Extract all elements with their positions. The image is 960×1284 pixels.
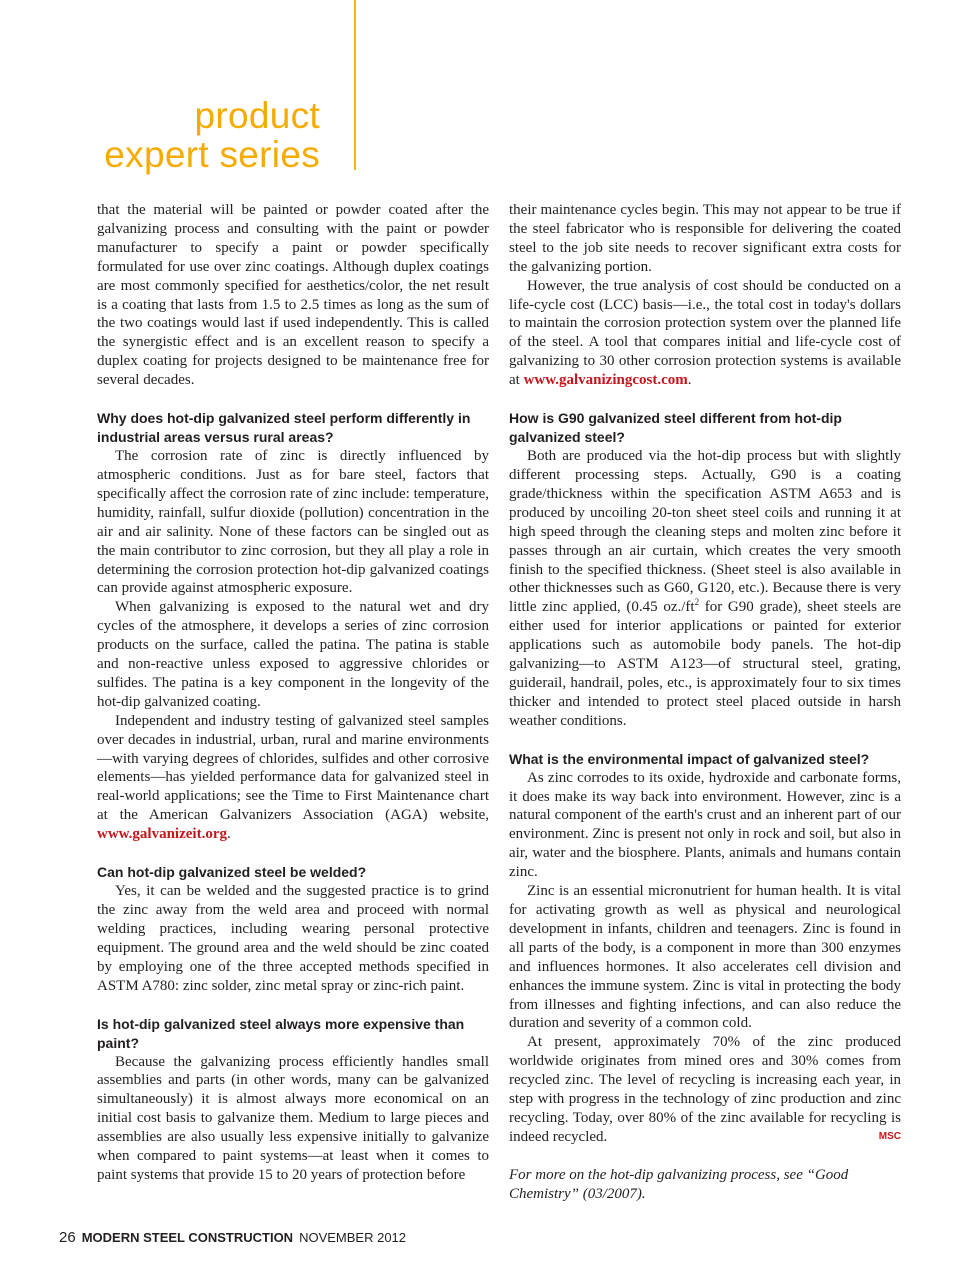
series-title-line1: product bbox=[194, 95, 320, 136]
galvanizeit-link[interactable]: www.galvanizeit.org bbox=[97, 826, 227, 843]
answer-paragraph: Because the galvanizing process efficiently handles small assemblies and parts (in other words, many can be galvanized simultaneously) it is almost always more economical on an initial cost basis to galvanize them. Medium to large pieces and assemblies are also usually less expensive initially to galvanize when compared to paint systems—at least when it comes to paint systems that provide 15 to 20 years of protection before bbox=[97, 1053, 489, 1183]
answer-text: At present, approximately 70% of the zinc produced worldwide originates from mined ores and 30% comes from recycled zinc. The level of recycling is increasing each year, in step with progress in the technology of zinc production and zinc recycling. Today, over 80% of the zinc available for recycling is indeed recycled. bbox=[509, 1034, 901, 1145]
question-heading-welding: Can hot-dip galvanized steel be welded? bbox=[97, 864, 367, 881]
answer-text: for G90 grade), sheet steels are either used for interior applications or painted for exterior applications such as automobile body panels. The hot-dip galvanizing—to ASTM A123—of structural steel, grating, guiderail, handrail, poles, etc., is approximately four to six times thicker and intended to protect steel placed outside in harsh weather conditions. bbox=[509, 599, 901, 729]
answer-text: However, the true analysis of cost should be conducted on a life-cycle cost (LCC) basis—i.e., the total cost in today's dollars to maintain the corrosion protection system over the planned life of the steel. A tool that compares initial and life-cycle cost of galvanizing to 30 other corrosion protection systems is available at bbox=[509, 277, 901, 389]
series-title bbox=[104, 96, 320, 174]
answer-paragraph bbox=[509, 1033, 901, 1146]
msc-end-mark: MSC bbox=[878, 1130, 901, 1142]
page-footer bbox=[59, 1229, 406, 1246]
question-heading-industrial-rural: Why does hot-dip galvanized steel perform differently in industrial areas versus rural areas? bbox=[97, 410, 471, 446]
answer-paragraph: Zinc is an essential micronutrient for human health. It is vital for activating growth as well as physical and neurological development in infants, children and teenagers. Zinc is found in all parts of the body, is a component in more than 300 enzymes and influences hormones. It also accelerates cell division and enhances the immune system. Zinc is vital in protecting the body from illnesses and fighting infections, and can also reduce the duration and severity of a common cold. bbox=[509, 883, 901, 1032]
header-accent-rule bbox=[354, 0, 356, 170]
series-title-line2: expert series bbox=[104, 134, 320, 175]
question-heading-cost: Is hot-dip galvanized steel always more expensive than paint? bbox=[97, 1015, 465, 1051]
answer-paragraph: The corrosion rate of zinc is directly influenced by atmospheric conditions. Just as for bare steel, factors that specifically affect the corrosion rate of zinc include: temperature, humidity, rainfall, sulfur dioxide (pollution) concentration in the air and air salinity. None of these factors can be singled out as the main contributor to zinc corrosion, but they all play a role in determining the corrosion protection hot-dip galvanized coatings can provide against atmospheric exposure. bbox=[97, 448, 489, 597]
answer-paragraph: When galvanizing is exposed to the natural wet and dry cycles of the atmosphere, it develops a series of zinc corrosion products on the surface, called the patina. The patina is stable and non-reactive unless exposed to aggressive chlorides or sulfides. The patina is a key component in the longevity of the hot-dip galvanized coating. bbox=[97, 599, 489, 710]
issue-date: NOVEMBER 2012 bbox=[299, 1230, 407, 1245]
left-continued-paragraph: that the material will be painted or powder coated after the galvanizing process and consulting with the paint or powder manufacturer to specify a paint or powder specifically formulated for use over zinc coatings. Although duplex coatings are most commonly specified for aesthetics/color, the net result is a coating that lasts from 1.5 to 2.5 times as long as the sum of the two coatings would last if used independently. This is called the synergistic effect and is an excellent reason to specify a duplex coating for projects designed to be maintenance free for several decades. bbox=[97, 202, 489, 389]
answer-paragraph: However, the true analysis of cost should be conducted on a life-cycle cost (LCC) basis—i.e., the total cost in today's dollars to maintain the corrosion protection system over the planned life of the steel. A tool that compares initial and life-cycle cost of galvanizing to 30 other corrosion protection systems is available at www.galvanizingcost.com. bbox=[509, 277, 901, 389]
magazine-name: MODERN STEEL CONSTRUCTION bbox=[81, 1230, 294, 1245]
left-column bbox=[97, 201, 489, 1185]
superscript: 2 bbox=[694, 597, 700, 608]
answer-text: Independent and industry testing of galvanized steel samples over decades in industrial, urban, rural and marine environments—with varying degrees of chlorides, sulfides and other corrosive elements—has yielded performance data for galvanized steel in real-world applications; see the Time to First Maintenance chart at the American Galvanizers Association (AGA) website, bbox=[97, 712, 489, 824]
question-heading-g90: How is G90 galvanized steel different from hot-dip galvanized steel? bbox=[509, 410, 842, 446]
right-continued-paragraph: their maintenance cycles begin. This may not appear to be true if the steel fabricator who is responsible for delivering the coated steel to the job site needs to recover significant extra costs for the galvanizing portion. bbox=[509, 202, 901, 275]
page-number: 26 bbox=[59, 1229, 76, 1246]
answer-text: Both are produced via the hot-dip process but with slightly different processing steps. Actually, G90 is a coating grade/thickness within the specification ASTM A653 and is produced by uncoiling 20-ton sheet steel coils and running it at high speed through the cleaning steps and molten zinc before it passes through an air curtain, which creates the very smooth finish to the specified thickness. (Sheet steel is also available in other thicknesses such as G60, G120, etc.). Because there is very little zinc applied, (0.45 oz./ft bbox=[509, 448, 901, 616]
right-column bbox=[509, 201, 901, 1204]
answer-paragraph: Yes, it can be welded and the suggested practice is to grind the zinc away from the weld area and proceed with normal welding practices, including wearing personal protective equipment. The ground area and the weld should be zinc coated by employing one of the three accepted methods specified in ASTM A780: zinc solder, zinc metal spray or zinc-rich paint. bbox=[97, 883, 489, 994]
answer-paragraph: Independent and industry testing of galvanized steel samples over decades in industrial, urban, rural and marine environments—with varying degrees of chlorides, sulfides and other corrosive elements—has yielded performance data for galvanized steel in real-world applications; see the Time to First Maintenance chart at the American Galvanizers Association (AGA) website, www.galvanizeit.org. bbox=[97, 712, 489, 843]
answer-paragraph: As zinc corrodes to its oxide, hydroxide and carbonate forms, it does make its way back into environment. However, zinc is a natural component of the earth's crust and an inherent part of our environment. Zinc is present not only in rock and soil, but also in air, water and the biosphere. Plants, animals and humans contain zinc. bbox=[509, 769, 901, 881]
question-heading-environment: What is the environmental impact of galvanized steel? bbox=[509, 750, 870, 767]
closing-note: For more on the hot-dip galvanizing process, see “Good Chemistry” (03/2007). bbox=[509, 1166, 849, 1202]
answer-paragraph bbox=[509, 447, 901, 731]
galvanizingcost-link[interactable]: www.galvanizingcost.com bbox=[523, 372, 688, 389]
